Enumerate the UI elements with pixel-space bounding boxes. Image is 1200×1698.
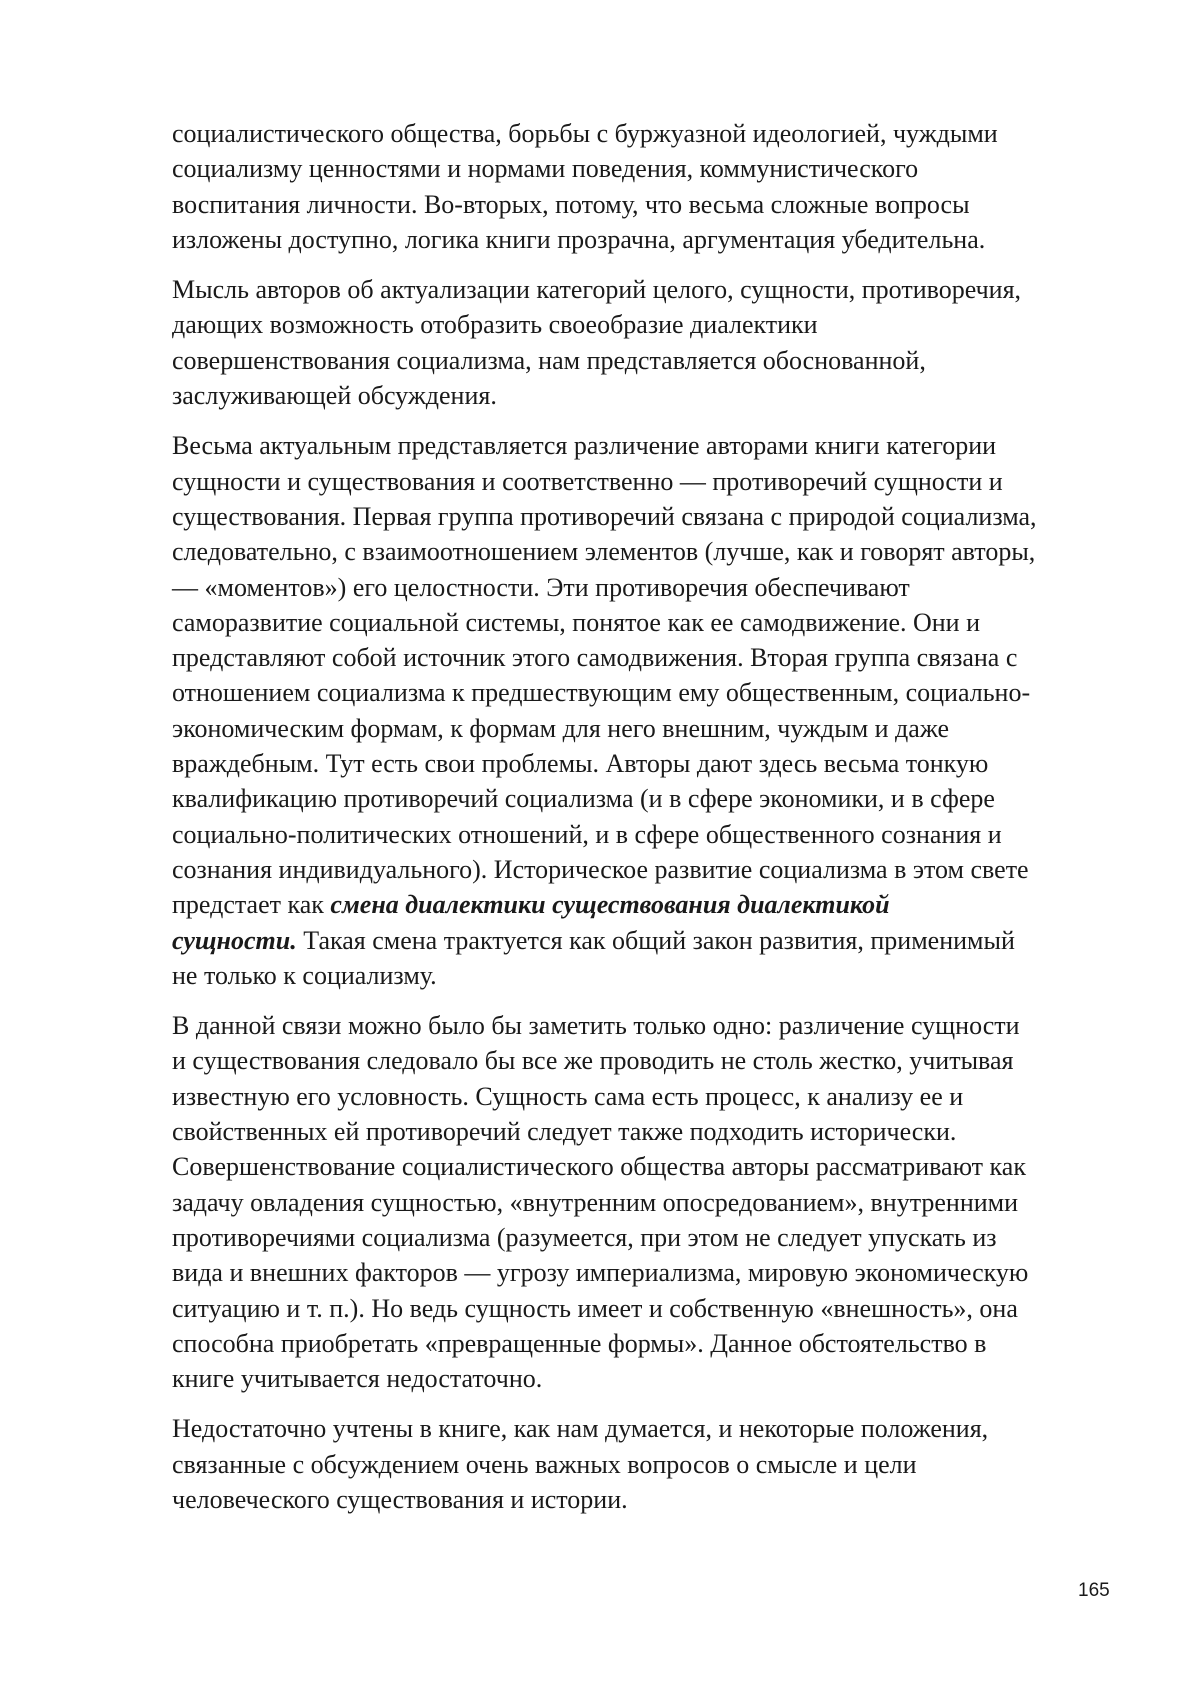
text-line: человеческого существования и истории. <box>172 1484 628 1514</box>
text-line-with-emphasis <box>172 887 1132 922</box>
text-segment: Такая смена трактуется как общий закон развития, применимый <box>296 925 1015 955</box>
text-line: саморазвитие социальной системы, понятое как ее самодвижение. Они и <box>172 607 981 637</box>
text-line: известную его условность. Сущность сама есть процесс, к анализу ее и <box>172 1081 964 1111</box>
text-line: Мысль авторов об актуализации категорий целого, сущности, противоречия, <box>172 275 1022 305</box>
emphasized-phrase-end: сущности. <box>172 925 297 955</box>
text-line: квалификацию противоречий социализма (и в сфере экономики, и в сфере <box>172 784 995 814</box>
text-line: задачу овладения сущностью, «внутренним опосредованием», внутренними <box>172 1187 1019 1217</box>
text-line: социалистического общества, борьбы с буржуазной идеологией, чуждыми <box>172 119 998 148</box>
text-line: сущности и существования и соответственно — противоречий сущности и <box>172 466 1003 496</box>
text-line: отношением социализма к предшествующим ему общественным, социально- <box>172 678 1031 708</box>
text-line: Совершенствование социалистического общества авторы рассматривают как <box>172 1152 1026 1182</box>
paragraph-1 <box>172 116 1132 257</box>
text-line: связанные с обсуждением очень важных вопросов о смысле и цели <box>172 1449 917 1479</box>
text-line: способна приобретать «превращенные формы». Данное обстоятельство в <box>172 1328 987 1358</box>
text-line: и существования следовало бы все же проводить не столь жестко, учитывая <box>172 1046 1014 1076</box>
paragraph-4 <box>172 1008 1132 1396</box>
text-line: представляют собой источник этого самодвижения. Вторая группа связана с <box>172 643 1018 673</box>
text-line: противоречиями социализма (разумеется, при этом не следует упускать из <box>172 1222 997 1252</box>
text-line: — «моментов») его целостности. Эти противоречия обеспечивают <box>172 572 910 602</box>
text-line: заслуживающей обсуждения. <box>172 381 497 411</box>
emphasized-phrase: смена диалектики существования диалектикой <box>330 890 890 920</box>
text-line: экономическим формам, к формам для него внешним, чуждым и даже <box>172 713 949 743</box>
text-line: социализму ценностями и нормами поведения, коммунистического <box>172 154 919 184</box>
page-body-text <box>172 116 1132 1532</box>
text-line: следовательно, с взаимоотношением элементов (лучше, как и говорят авторы, <box>172 537 1036 567</box>
text-line: враждебным. Тут есть свои проблемы. Авторы дают здесь весьма тонкую <box>172 749 989 779</box>
text-line: совершенствования социализма, нам представляется обоснованной, <box>172 345 926 375</box>
text-line: Весьма актуальным представляется различение авторами книги категории <box>172 431 997 461</box>
text-line: ситуацию и т. п.). Но ведь сущность имеет и собственную «внешность», она <box>172 1293 1018 1323</box>
text-line: свойственных ей противоречий следует также подходить исторически. <box>172 1117 957 1147</box>
text-line: существования. Первая группа противоречий связана с природой социализма, <box>172 501 1037 531</box>
text-line: книге учитывается недостаточно. <box>172 1364 543 1394</box>
text-line: не только к социализму. <box>172 960 437 990</box>
text-line: Недостаточно учтены в книге, как нам думается, и некоторые положения, <box>172 1414 989 1444</box>
paragraph-2 <box>172 272 1132 413</box>
text-line: В данной связи можно было бы заметить только одно: различение сущности <box>172 1011 1020 1041</box>
paragraph-3 <box>172 428 1132 993</box>
text-line: дающих возможность отобразить своеобразие диалектики <box>172 310 818 340</box>
text-line: сознания индивидуального). Историческое развитие социализма в этом свете <box>172 854 1029 884</box>
text-line: воспитания личности. Во-вторых, потому, что весьма сложные вопросы <box>172 189 970 219</box>
text-line-with-emphasis <box>172 923 1132 958</box>
text-segment: предстает как <box>172 890 324 920</box>
paragraph-5 <box>172 1411 1132 1517</box>
text-line: вида и внешних факторов — угрозу империализма, мировую экономическую <box>172 1258 1029 1288</box>
text-line: социально-политических отношений, и в сфере общественного сознания и <box>172 819 1002 849</box>
page-number: 165 <box>1078 1580 1110 1601</box>
text-line: изложены доступно, логика книги прозрачна, аргументация убедительна. <box>172 224 986 254</box>
